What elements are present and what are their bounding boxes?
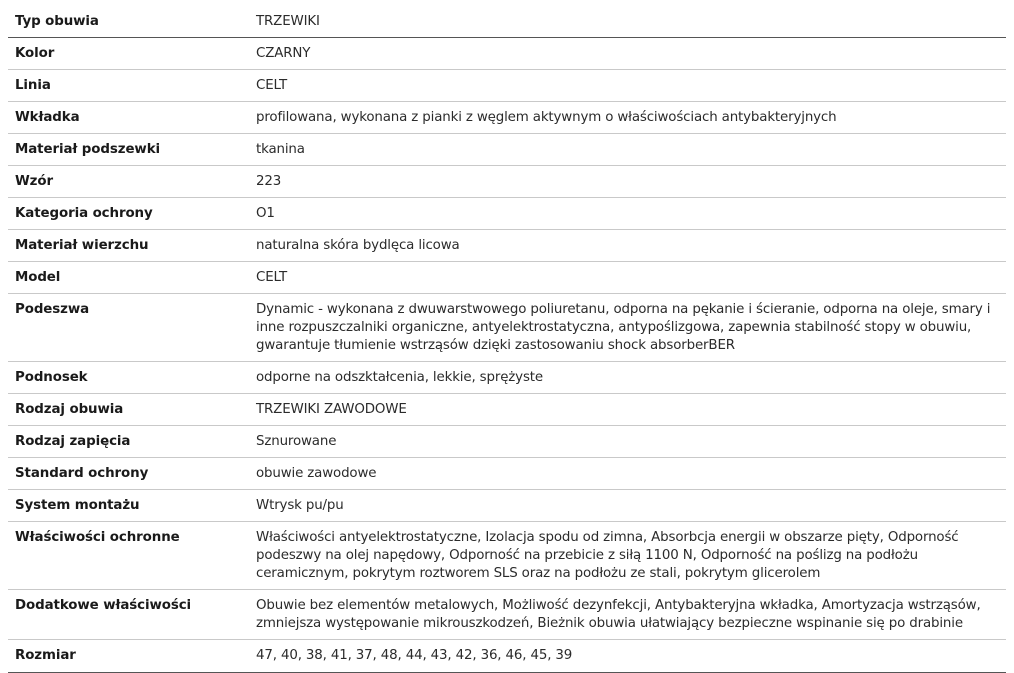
spec-label: Linia: [15, 78, 51, 93]
spec-value: Właściwości antyelektrostatyczne, Izolacja spodu od zimna, Absorbcja energii w obszarze pięty, Odporność podeszwy na olej napędowy, Odporność na przebicie z siłą 1100 N, Odporność na poślizg na podłożu ceramicznym, pokrytym roztworem SLS oraz na podłożu ze stali, pokrytym glicerolem: [256, 530, 959, 581]
spec-label: Materiał podszewki: [15, 142, 160, 157]
spec-value: 223: [256, 174, 282, 189]
spec-row-dodatkowe-wlasciwosci: [8, 590, 1006, 640]
spec-row-model: [8, 262, 1006, 294]
spec-value: profilowana, wykonana z pianki z węglem aktywnym o właściwościach antybakteryjnych: [256, 110, 837, 125]
spec-row-kolor: [8, 38, 1006, 70]
spec-label: Rozmiar: [15, 648, 76, 663]
spec-row-rodzaj-zapiecia: [8, 426, 1006, 458]
spec-value: odporne na odszktałcenia, lekkie, sprężyste: [256, 370, 543, 385]
spec-row-rozmiar: [8, 640, 1006, 673]
spec-label: Dodatkowe właściwości: [15, 598, 192, 613]
spec-value: CELT: [256, 78, 288, 93]
spec-value: CELT: [256, 270, 288, 285]
spec-label: Standard ochrony: [15, 466, 149, 481]
spec-row-wzor: [8, 166, 1006, 198]
spec-row-kategoria-ochrony: [8, 198, 1006, 230]
spec-row-podnosek: [8, 362, 1006, 394]
spec-label: Właściwości ochronne: [15, 530, 180, 545]
spec-row-material-podszewki: [8, 134, 1006, 166]
spec-value: TRZEWIKI ZAWODOWE: [256, 402, 407, 417]
spec-label: Kolor: [15, 46, 55, 61]
spec-table: [8, 8, 1006, 673]
spec-value: TRZEWIKI: [256, 14, 320, 29]
spec-label: Kategoria ochrony: [15, 206, 153, 221]
spec-value: naturalna skóra bydlęca licowa: [256, 238, 460, 253]
spec-value: Sznurowane: [256, 434, 337, 449]
spec-row-wkladka: [8, 102, 1006, 134]
spec-row-standard-ochrony: [8, 458, 1006, 490]
spec-label: Wkładka: [15, 110, 80, 125]
spec-row-material-wierzchu: [8, 230, 1006, 262]
spec-row-rodzaj-obuwia: [8, 394, 1006, 426]
spec-label: Materiał wierzchu: [15, 238, 149, 253]
spec-label: System montażu: [15, 498, 140, 513]
spec-row-linia: [8, 70, 1006, 102]
spec-value: tkanina: [256, 142, 305, 157]
spec-value: CZARNY: [256, 46, 311, 61]
spec-row-podeszwa: [8, 294, 1006, 362]
spec-label: Podeszwa: [15, 302, 90, 317]
spec-value: Dynamic - wykonana z dwuwarstwowego poliuretanu, odporna na pękanie i ścieranie, odporna na oleje, smary i inne rozpuszczalniki organiczne, antyelektrostatyczna, antypoślizgowa, zapewnia stabilność stopy w obuwiu, gwarantuje tłumienie wstrząsów dzięki zastosowaniu shock absorberBER: [256, 302, 991, 353]
spec-row-wlasciwosci-ochronne: [8, 522, 1006, 590]
spec-row-system-montazu: [8, 490, 1006, 522]
spec-label: Model: [15, 270, 61, 285]
spec-label: Rodzaj obuwia: [15, 402, 124, 417]
spec-row-typ-obuwia: [8, 8, 1006, 38]
spec-value: Wtrysk pu/pu: [256, 498, 344, 513]
spec-value: Obuwie bez elementów metalowych, Możliwość dezynfekcji, Antybakteryjna wkładka, Amortyzacja wstrząsów, zmniejsza występowanie mikrouszkodzeń, Bieżnik obuwia ułatwiający bezpieczne wspinanie się po drabinie: [256, 598, 981, 631]
spec-label: Typ obuwia: [15, 14, 99, 29]
spec-label: Wzór: [15, 174, 53, 189]
spec-value: O1: [256, 206, 275, 221]
spec-value: obuwie zawodowe: [256, 466, 377, 481]
spec-label: Rodzaj zapięcia: [15, 434, 131, 449]
spec-label: Podnosek: [15, 370, 88, 385]
spec-value: 47, 40, 38, 41, 37, 48, 44, 43, 42, 36, 46, 45, 39: [256, 648, 573, 663]
